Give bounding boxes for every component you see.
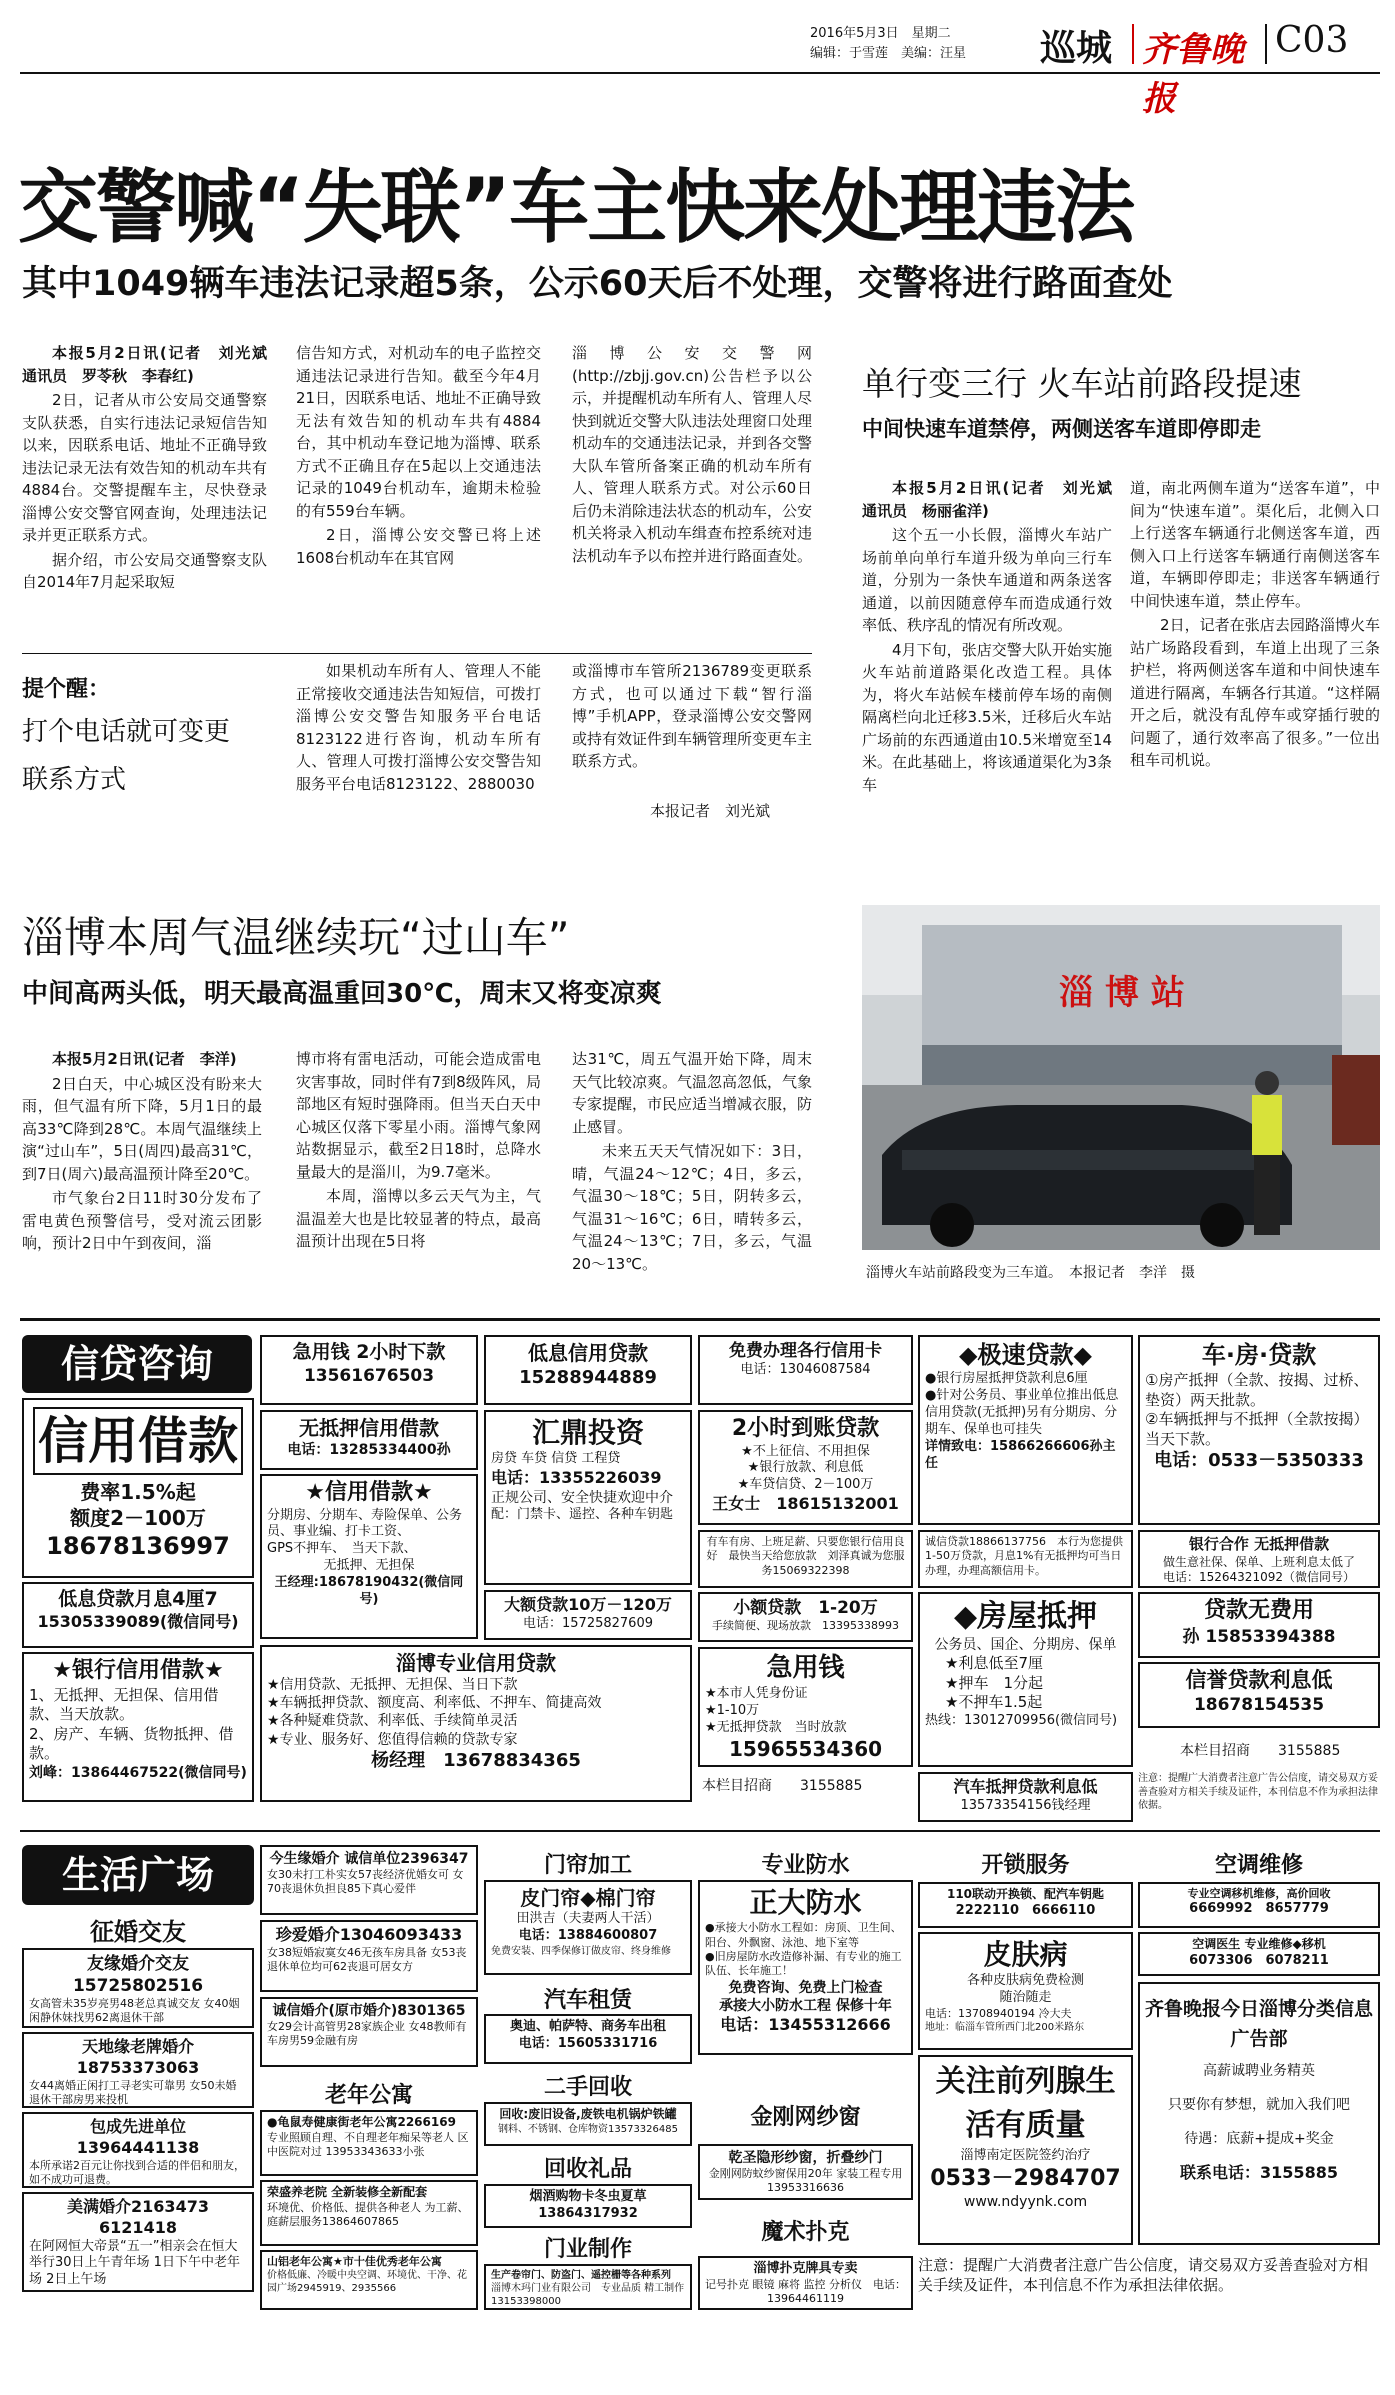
ad-shandian: 山铝老年公寓★市十佳优秀老年公寓 价格低廉、冷暖中央空调、环境优、干净、花园广场2945919、2935566 — [260, 2250, 478, 2310]
heading-moshu: 魔术扑克 — [761, 2220, 850, 2245]
ad-pimen: 皮门帘◆棉门帘 田洪吉（夫妻两人干活） 电话：13884600807 免费安装、四季保修订做皮帘、终身维修 — [484, 1880, 692, 1975]
ad-dixi: 低息贷款月息4厘7 15305339089(微信同号) — [22, 1582, 254, 1648]
ad-zhenai: 珍爱婚介13046093433 女38短婚寂寞女46无孩车房具备 女53丧退休单位均可62丧退可居女方 — [260, 1920, 478, 1992]
ad-kongtiao-2: 空调医生 专业维修◆移机 6073306 6078211 — [1138, 1932, 1380, 1976]
header-editors: 编辑：于雪莲 美编：汪星 — [810, 46, 967, 61]
dateline: 本报5月2日讯(记者 刘光斌 通讯员 杨丽雀洋) — [862, 479, 1128, 520]
ad-dae: 大额贷款10万－120万 电话：15725827609 — [484, 1590, 692, 1640]
heading-menlian: 门帘加工 — [543, 1853, 632, 1878]
ad-2xiaoshi: 2小时到账贷款 ★不上征信、不用担保 ★银行放款、利息低 ★车贷信贷、2－100万 王女士 18615132001 — [698, 1410, 913, 1525]
header-date: 2016年5月3日 星期二 — [810, 26, 951, 41]
paragraph: 2日，淄博公安交警已将上述1608台机动车在其官网 — [296, 526, 541, 567]
ad-xiaoe: 小额贷款 1-20万 手续简便、现场放款 13395338993 — [698, 1592, 913, 1642]
paragraph: 4月下旬，张店交警大队开始实施火车站前道路渠化改造工程。具体为，将火车站候车楼前停车场的南侧隔离栏向北迁移3.5米，迁移后火车站广场前的东西通道由10.5米增宽至14米。在此基础上，将该通道渠化为3条车 — [862, 640, 1112, 794]
ad-lanmu-1: 本栏目招商 3155885 — [702, 1778, 863, 1794]
ad-chefang: 车·房·贷款 ①房产抵押（全款、按揭、过桥、垫资）两天批款。 ②车辆抵押与不抵押（全款按揭）当天下款。 电话：0533－5350333 — [1138, 1335, 1380, 1525]
section-name: 巡城 — [1040, 27, 1113, 69]
station-photo — [862, 905, 1380, 1250]
paragraph: 据介绍，市公安局交通警察支队自2014年7月起采取短 — [22, 550, 267, 591]
paragraph: 达31℃，周五气温开始下降，周末天气比较凉爽。气温忽高忽低，气象专家提醒，市民应适当增减衣服，防止感冒。 — [572, 1050, 813, 1136]
ad-zhuyi-2: 注意：提醒广大消费者注意广告公信度，请交易双方妥善查验对方相关手续及证件，本刊信息不作为承担法律依据。 — [918, 2256, 1369, 2295]
ad-huishou: 回收:废旧设备,废铁电机锅炉铁罐 钢料、不锈钢、仓库物资13573326485 — [484, 2102, 692, 2146]
ad-mianfei: 免费办理各行信用卡 电话：13046087584 — [698, 1335, 913, 1405]
ad-baocheng: 包成先进单位13964441138 本所承诺2百元让你找到合适的伴侣和朋友，如不成功可退费。 — [22, 2112, 254, 2188]
article-2-col-2 — [1130, 477, 1380, 877]
dateline: 本报5月2日讯(记者 李洋) — [52, 1050, 237, 1068]
banner-xindai: 信贷咨询 — [22, 1335, 252, 1393]
ad-jinsheng: 今生缘婚介 诚信单位2396347 女30未打工朴实女57丧经济优婚女可 女70丧退休负担良85下真心爱伴 — [260, 1845, 478, 1915]
heading-lipin: 回收礼品 — [543, 2157, 632, 2182]
ad-youqing: 友缘婚介交友15725802516 女高管未35岁亮男48老总真诚交友 女40姻闲静休妹找男62离退休干部 — [22, 1948, 254, 2028]
ad-yinhang: ★银行信用借款★ 1、无抵押、无担保、信用借款、当天放款。 2、房产、车辆、货物抵押、借款。 刘峰：13864467522(微信同号) — [22, 1652, 254, 1802]
paragraph: 如果机动车所有人、管理人不能正常接收交通违法告知短信，可拨打淄博公安交警告知服务平台电话8123122进行咨询，机动车所有人、管理人可拨打淄博公安交警告知服务平台电话8123122、2880030 — [296, 662, 541, 793]
ad-jiyong: 急用钱 2小时下款 13561676503 — [260, 1335, 478, 1405]
paragraph: 2日，记者从市公安局交通警察支队获悉，自实行违法记录短信告知以来，因联系电话、地址不正确导致违法记录无法有效告知的机动车共有4884台。交警提醒车主，尽快登录淄博公安交警官网查询，处理违法记录并更正联系方式。 — [22, 391, 267, 544]
ad-zulin: 奥迪、帕萨特、商务车出租 电话：15605331716 — [484, 2014, 692, 2064]
ad-guishou: ●龟鼠寿健康街老年公寓2266169 专业照顾自理、不自理老年痴呆等老人 区中医院对过 13953343633小张 — [260, 2110, 478, 2176]
tip-col-3 — [572, 660, 812, 790]
ad-shengchan: 生产卷帘门、防盗门、遥控栅等各种系列 淄博木玛门业有限公司 专业品质 精工制作 13153398000 — [484, 2264, 692, 2310]
article-3-col-2 — [296, 1048, 541, 1308]
station-sign: 淄 博 站 — [1059, 973, 1185, 1013]
paragraph: 淄博公安交警网(http://zbjj.gov.cn)公告栏予以公示，并提醒机动车所有人、管理人尽快到就近交警大队违法处理窗口处理机动车的交通违法记录，并到各交警大队车管所备案正确的机动车所有人、管理人联系方式。对公示60日后仍未消除违法状态的机动车，公安机关将录入机动车缉查布控系统对违法机动车予以布控并进行路面查处。 — [572, 344, 813, 565]
dateline: 本报5月2日讯(记者 刘光斌 通讯员 罗苓秋 李春红) — [22, 344, 283, 385]
article-3-col-1 — [22, 1048, 262, 1308]
paragraph: 博市将有雷电活动，可能会造成雷电灾害事故，同时伴有7到8级阵风，局部地区有短时强降雨。但当天白天中心城区仅落下零星小雨。淄博气象网站数据显示，截至2日18时，总降水量最大的是淄川，为9.7毫米。 — [296, 1050, 541, 1181]
article-2-headline: 单行变三行 火车站前路段提速 — [862, 364, 1302, 403]
heading-kongtiao: 空调维修 — [1214, 1853, 1303, 1878]
station-photo-illustration — [862, 905, 1380, 1250]
ad-daikuan: 贷款无费用 孙 15853394388 — [1138, 1592, 1380, 1658]
ad-xinyong2: ★信用借款★ 分期房、分期车、寿险保单、公务员、事业编、打卡工资、 GPS不押车、 当天下款、 无抵押、无担保 王经理:18678190432(微信同号) — [260, 1474, 478, 1639]
article-1-col-2 — [296, 342, 541, 642]
heading-ershou: 二手回收 — [543, 2075, 632, 2100]
article-2-col-1 — [862, 477, 1128, 877]
ad-kaisuo: 110联动开换锁、配汽车钥匙 2222110 6666110 — [918, 1882, 1133, 1928]
ad-guanzhu: 关注前列腺生活有质量 淄博南定医院签约治疗 0533－2984707 www.ndyynk.com — [918, 2055, 1133, 2245]
paragraph: 道，南北两侧车道为“送客车道”，中间为“快速车道”。渠化后，北侧入口上行送客车辆通行北侧送客车道，西侧入口上行送客车辆通行南侧送客车道，车辆即停即走；非送客车辆通行中间快速车道，禁止停车。 — [1130, 479, 1380, 610]
article-1-col-1 — [22, 342, 283, 642]
article-3-headline: 淄博本周气温继续玩“过山车” — [22, 913, 570, 962]
ad-meiman: 美满婚介2163473 6121418 在阿网恒大帝景“五一”相亲会在恒大举行30日上午青年场 1日下午中老年场 2日上午场 — [22, 2192, 254, 2292]
article-2-deck: 中间快速车道禁停，两侧送客车道即停即走 — [862, 417, 1261, 441]
ad-lanmu-2: 本栏目招商 3155885 — [1180, 1743, 1341, 1759]
brand-logo: 齐鲁晚报 — [1142, 30, 1244, 119]
tip-label: 提个醒： — [22, 677, 111, 702]
article-3-col-3 — [572, 1048, 812, 1308]
paragraph: 信告知方式，对机动车的电子监控交通违法记录进行告知。截至今年4月21日，因联系电话、地址不正确导致无法有效告知的机动车共有4884台，其中机动车登记地为淄博、联系方式不正确且存在5起以上交通违法记录的1049台机动车，逾期未检验的有559台车辆。 — [296, 344, 541, 520]
heading-zhenghun: 征婚交友 — [90, 1918, 186, 1946]
banner-shenghuo: 生活广场 — [22, 1845, 254, 1905]
paragraph: 本周，淄博以多云天气为主，气温温差大也是比较显著的特点，最高温预计出现在5日将 — [296, 1187, 541, 1250]
heading-laonian: 老年公寓 — [324, 2083, 413, 2108]
ad-zhuanye: 淄博专业信用贷款 ★信用贷款、无抵押、无担保、当日下款 ★车辆抵押贷款、额度高、利率低、不押车、简捷高效 ★各种疑难贷款、利率低、手续简单灵活 ★专业、服务好、您值得信赖的贷款专家 杨经理 13678834365 — [260, 1645, 692, 1802]
ad-moshu: 淄博扑克牌具专卖 记号扑克 眼镜 麻将 监控 分析仪 电话：13964461119 — [698, 2256, 913, 2310]
ad-kongtiao-1: 专业空调移机维修，高价回收 6669992 8657779 — [1138, 1882, 1380, 1928]
article-1-headline: 交警喊“失联”车主快来处理违法 — [18, 161, 1134, 254]
page-number: C03 — [1275, 20, 1349, 61]
photo-caption: 淄博火车站前路段变为三车道。 本报记者 李洋 摄 — [866, 1265, 1195, 1281]
ad-chengxin: 诚信贷款18866137756 本行为您提供1-50万贷款，月息1%有无抵押均可当日办理，办理高额信用卡。 — [918, 1530, 1133, 1588]
heading-fangshui: 专业防水 — [761, 1853, 850, 1878]
ad-jisu: ◆极速贷款◆ ●银行房屋抵押贷款利息6厘 ●针对公务员、事业单位推出低息信用贷款(无抵押)另有分期房、分期车、保单也可挂失 详情致电：15866266606孙主任 — [918, 1335, 1133, 1525]
ad-wudiya: 无抵押信用借款 电话：13285334400孙 — [260, 1410, 478, 1470]
heading-shachuang: 金刚网纱窗 — [750, 2105, 861, 2130]
ad-chengxin2: 诚信婚介(原市婚介)8301365 女29会计高管男28家族企业 女48教师有车房男59金融有房 — [260, 1997, 478, 2067]
paragraph: 2日，记者在张店去园路淄博火车站广场路段看到，车道上出现了三条护栏，将两侧送客车道和中间快速车道进行隔离，车辆各行其道。“这样隔开之后，就没有乱停车或穿插行驶的问题了，通行效率高了很多。”一位出租车司机说。 — [1130, 616, 1380, 769]
ad-yinhanghezuo: 银行合作 无抵押借款 做生意社保、保单、上班利息太低了 电话：15264321092（微信同号） — [1138, 1530, 1380, 1588]
ad-dixi2: 低息信用贷款 15288944889 — [484, 1335, 692, 1405]
ad-zhuyi-1: 注意：提醒广大消费者注意广告公信度，请交易双方妥善查验对方相关手续及证件，本刊信息不作为承担法律依据。 — [1138, 1773, 1378, 1811]
heading-menye: 门业制作 — [543, 2237, 632, 2262]
ad-fangwu: ◆房屋抵押 公务员、国企、分期房、保单 ★利息低至7厘 ★押车 1分起 ★不押车1.5起 热线：13012709956(微信同号) — [918, 1592, 1133, 1767]
paragraph: 市气象台2日11时30分发布了雷电黄色预警信号，受对流云团影响，预计2日中午到夜间，淄 — [22, 1189, 262, 1252]
ad-xinyu: 信誉贷款利息低 18678154535 — [1138, 1662, 1380, 1728]
paragraph: 未来五天天气情况如下：3日，晴，气温24～12℃；4日，多云，气温30～18℃；5日，阴转多云，气温31～16℃；6日，晴转多云，气温24～13℃；7日，多云，气温20～13℃。 — [572, 1142, 812, 1273]
paragraph: 2日白天，中心城区没有盼来大雨，但气温有所下降，5月1日的最高33℃降到28℃。本周气温继续上演“过山车”，5日(周四)最高31℃，到7日(周六)最高温预计降至20℃。 — [22, 1074, 262, 1183]
ad-qilu: 齐鲁晚报今日淄博分类信息广告部 高薪诚聘业务精英 只要你有梦想，就加入我们吧 待遇：底薪+提成+奖金 联系电话：3155885 — [1138, 1982, 1380, 2245]
article-3-deck: 中间高两头低，明天最高温重回30℃，周末又将变凉爽 — [22, 979, 662, 1009]
paragraph: 或淄博市车管所2136789变更联系方式，也可以通过下载“智行淄博”手机APP，登录淄博公安交警网或持有效证件到车辆管理所变更车主联系方式。 — [572, 662, 813, 770]
ad-qiche: 汽车抵押贷款利息低 13573354156钱经理 — [918, 1772, 1133, 1822]
ad-lipin: 烟酒购物卡冬虫夏草 13864317932 — [484, 2184, 692, 2228]
article-1-byline: 本报记者 刘光斌 — [650, 802, 771, 820]
ad-huiding: 汇鼎投资 房贷 车贷 信贷 工程贷 电话：13355226039 正规公司、安全快捷欢迎中介 配：门禁卡、遥控、各种车钥匙 — [484, 1410, 692, 1585]
ad-pifu: 皮肤病 各种皮肤病免费检测 随治随走 电话：13708940194 冷大夫 地址：临淄车管所西门北200米路东 — [918, 1932, 1133, 2050]
ad-jiyong2: 急用钱 ★本市人凭身份证 ★1-10万 ★无抵押贷款 当时放款 15965534360 — [698, 1647, 913, 1767]
heading-qichezulin: 汽车租赁 — [543, 1988, 632, 2013]
ad-zhengda: 正大防水 ●承接大小防水工程如：房顶、卫生间、阳台、外飘窗、泳池、地下室等 ●旧房屋防水改造修补漏、有专业的施工队伍、长年施工！ 免费咨询、免费上门检查 承接大小防水工程 保修十年 电话：13455312666 — [698, 1880, 913, 2055]
tip-text: 打个电话就可变更联系方式 — [22, 717, 231, 795]
ad-xinyong: 信用借款 费率1.5%起 额度2－100万 18678136997 — [22, 1398, 254, 1578]
tip-col-2 — [296, 660, 541, 820]
paragraph: 这个五一小长假，淄博火车站广场前单向单行车道升级为单向三行车道，分别为一条快车通道和两条送客通道，以前因随意停车而造成通行效率低、秩序乱的情况有所改观。 — [862, 526, 1112, 634]
ad-shachuang: 乾圣隐形纱窗，折叠纱门 金刚网防蚊纱窗保用20年 家装工程专用 13953316636 — [698, 2144, 913, 2200]
article-1-deck: 其中1049辆车违法记录超5条，公示60天后不处理，交警将进行路面查处 — [22, 264, 1173, 304]
ad-rongcheng: 荣盛养老院 全新装修全新配套 环境优、价格低、提供各种老人 为工薪、庭薪层服务13864607865 — [260, 2180, 478, 2246]
article-1-col-3 — [572, 342, 812, 642]
ad-tiandi: 天地缘老牌婚介18753373063 女44离婚正闲打工寻老实可靠男 女50未婚退休干部房男来投机 — [22, 2032, 254, 2108]
page-header — [810, 20, 1380, 119]
heading-kaisuo: 开锁服务 — [981, 1853, 1070, 1878]
ad-youche: 有车有房、上班足薪、只要您银行信用良好 最快当天给您放款 刘泽真诚为您服务15069322398 — [698, 1530, 913, 1588]
